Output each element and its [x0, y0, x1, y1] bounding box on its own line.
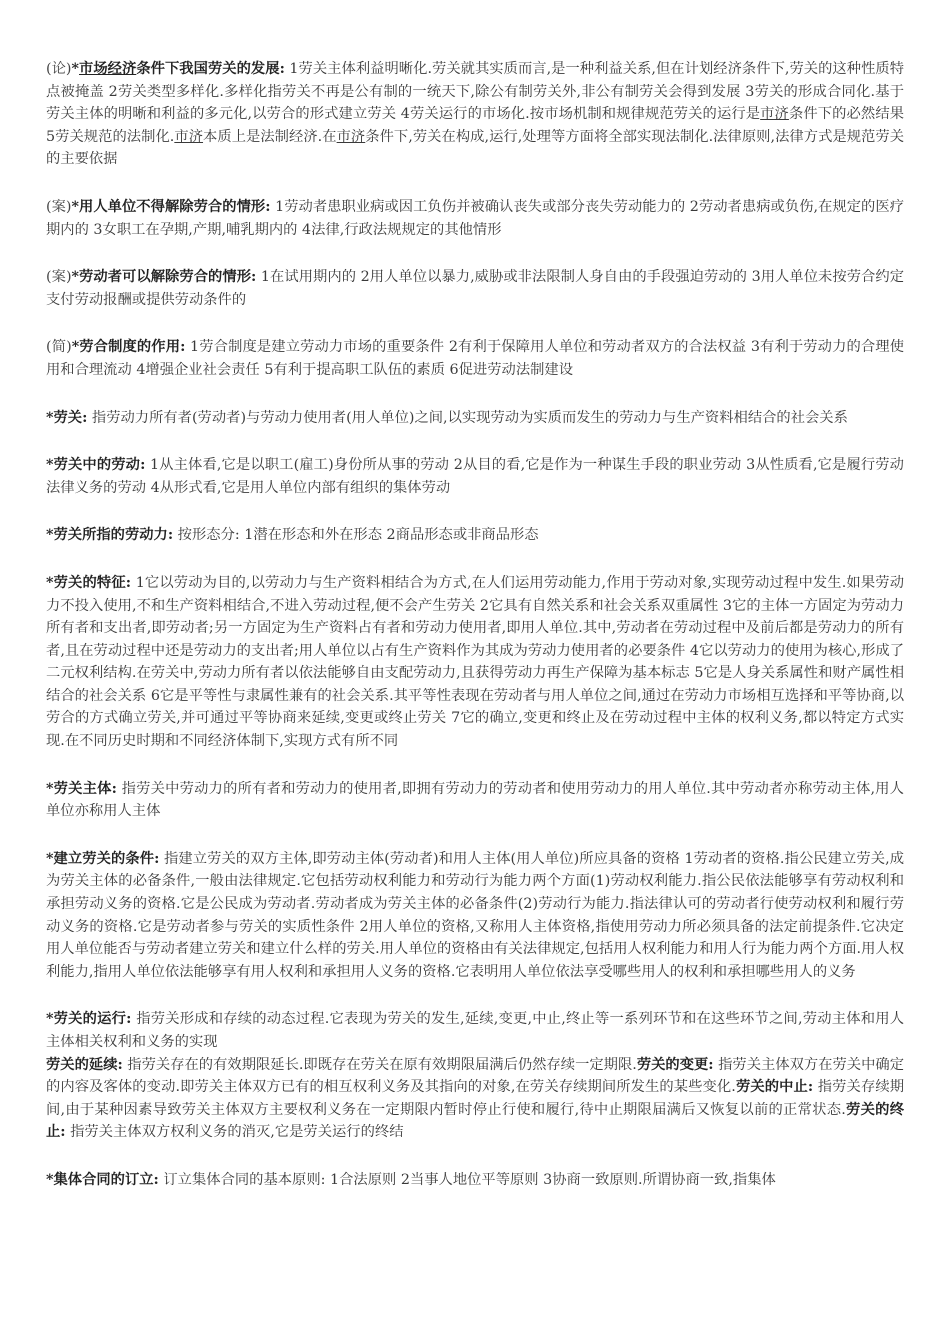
- paragraph-text: 1劳关主体利益明晰化.劳关就其实质而言,是一种利益关系,但在计划经济条件下,劳关的这种性质特点被掩盖 2劳关类型多样化.多样化指劳关不再是公有制的一统天下,除公有制劳关外,非公有制劳关会得到发展 3劳关的形成合同化.基于劳关主体的明晰和利益的多元化,以劳合的形式建立劳关 4劳关运行的市场化.按市场机制和规律规范劳关的运行是: [46, 61, 905, 123]
- paragraph-text: 本质上是法制经济.在: [203, 128, 337, 145]
- paragraph-text: 指建立劳关的双方主体,即劳动主体(劳动者)和用人主体(用人单位)所应具备的资格 1劳动者的资格.指公民建立劳关,成为劳关主体的必备条件,一般由法律规定.它包括劳动权利能力和劳动行为能力两个方面(1)劳动权利能力.指公民依法能够享有劳动权利和承担劳动义务的资格.它是公民成为劳动者.劳动者成为劳关主体的必备条件(2)劳动行为能力.指法律认可的劳动者行使劳动权利和履行劳动义务的资格.它是劳动者参与劳关的实质性条件 2用人单位的资格,又称用人主体资格,指使用劳动力所必须具备的法定前提条件.它决定用人单位能否与劳动者建立劳关和建立什么样的劳关.用人单位的资格由有关法律规定,包括用人权利能力和用人行为能力两个方面.用人权利能力,指用人单位依法能够享有用人权利和承担用人义务的资格.它表明用人单位依法享受哪些用人的权利和承担哪些用人的义务: [46, 850, 904, 980]
- question-type-tag: (简): [46, 339, 72, 356]
- paragraph-text: 1它以劳动为目的,以劳动力与生产资料相结合为方式,在人们运用劳动能力,作用于劳动对象,实现劳动过程中发生.如果劳动力不投入使用,不和生产资料相结合,不进入劳动过程,便不会产生劳关 2它具有自然关系和社会关系双重属性 3它的主体一方固定为劳动力所有者和支出者,即劳动者;另一方固定为生产资料占有者和劳动力使用者,即用人单位.其中,劳动者在劳动过程中及前后都是劳动力的所有者,且在劳动过程中还是劳动力的支出者;用人单位以占有生产资料作为其成为劳动力使用者的必要条件 4它以劳动力的使用为核心,形成了二元权利结构.在劳关中,劳动力所有者以依法能够自由支配劳动力,且获得劳动力再生产保障为基本标志 5它是人身关系属性和财产属性相结合的社会关系 6它是平等性与隶属性兼有的社会关系.其平等性表现在劳动者与用人单位之间,通过在劳动力市场相互选择和平等协商,以劳合的方式确立劳关,并可通过平等协商来延续,变更或终止劳关 7它的确立,变更和终止及在劳动过程中主体的权利义务,都以特定方式实现.在不同历史时期和不同经济体制下,实现方式有所不同: [46, 574, 904, 750]
- paragraph-text: 指劳关主体双方在劳关中确定的内容及客体的变动.即劳关主体双方已有的相互权利义务及其指向的对象,在劳关存续期间所发生的某些变化.: [46, 1056, 904, 1096]
- question-type-tag: (论): [46, 61, 72, 77]
- paragraph-text: 1劳合制度是建立劳动力市场的重要条件 2有利于保障用人单位和劳动者双方的合法权益 3有利于劳动力的合理使用和合理流动 4增强企业社会责任 5有利于提高职工队伍的素质 6促进劳动法制建设: [46, 339, 905, 378]
- term-heading: *劳关主体:: [46, 780, 117, 797]
- document-page: [46, 58, 904, 1217]
- paragraph-text: 1从主体看,它是以职工(雇工)身份所从事的劳动 2从目的看,它是作为一种谋生手段的职业劳动 3从性质看,它是履行劳动法律义务的劳动 4从形式看,它是用人单位内部有组织的集体劳动: [46, 457, 904, 496]
- paragraph-text: 订立集体合同的基本原则: 1合法原则 2当事人地位平等原则 3协商一致原则.所谓协商一致,指集体: [158, 1171, 776, 1188]
- paragraph-relations-operation: [46, 1008, 904, 1053]
- paragraph-text: 指劳动力所有者(劳动者)与劳动力使用者(用人单位)之间,以实现劳动为实质而发生的劳动力与生产资料相结合的社会关系: [87, 409, 848, 426]
- term-termination: 劳关的终止:: [46, 1101, 904, 1141]
- paragraph-text: 按形态分: 1潜在形态和外在形态 2商品形态或非商品形态: [173, 527, 539, 544]
- term-link-market-economy[interactable]: 市场经济: [79, 61, 137, 77]
- term-continuation: 劳关的延续:: [46, 1056, 123, 1073]
- paragraph-contract-system-role: [46, 336, 904, 381]
- term-colon: :: [279, 61, 285, 77]
- term-heading: 条件下我国劳关的发展: [136, 61, 280, 77]
- term-heading: *劳关:: [46, 409, 88, 426]
- paragraph-text: 指劳关主体双方权利义务的消灭,它是劳关运行的终结: [65, 1124, 404, 1141]
- paragraph-text: 指劳关形成和存续的动态过程.它表现为劳关的发生,延续,变更,中止,终止等一系列环节和在这些环节之间,劳动主体和用人主体相关权利和义务的实现: [46, 1011, 904, 1050]
- term-suspension: 劳关的中止:: [735, 1079, 814, 1096]
- paragraph-text: 条件下,劳关在构成,运行,处理等方面将全部实现法制化.法律原则,法律方式是规范劳关的主要依据: [46, 128, 905, 168]
- paragraph-labor-relations-development: [46, 58, 904, 171]
- paragraph-labor-relations-subject: [46, 778, 904, 823]
- term-change: 劳关的变更:: [636, 1056, 714, 1073]
- paragraph-text: 1劳动者患职业病或因工负伤并被确认丧失或部分丧失劳动能力的 2劳动者患病或负伤,在规定的医疗期内的 3女职工在孕期,产期,哺乳期内的 4法律,行政法规规定的其他情形: [46, 198, 904, 238]
- paragraph-text: 指劳关存在的有效期限延长.即既存在劳关在原有效期限届满后仍然存续一定期限.: [122, 1056, 637, 1073]
- question-type-tag: (案): [46, 269, 72, 286]
- term-heading: *劳合制度的作用:: [71, 339, 186, 356]
- paragraph-text: 指劳关存续期间,由于某种因素导致劳关主体双方主要权利义务在一定期限内暂时停止行使和履行,待中止期限届满后又恢复以前的正常状态.: [46, 1079, 905, 1118]
- paragraph-text: 指劳关中劳动力的所有者和劳动力的使用者,即拥有劳动力的劳动者和使用劳动力的用人单位.其中劳动者亦称劳动主体,用人单位亦称用人主体: [46, 780, 904, 820]
- paragraph-labor-in-relations: [46, 454, 904, 499]
- link-market-economy[interactable]: 市济: [336, 128, 366, 145]
- paragraph-labor-relations-definition: [46, 407, 904, 430]
- paragraph-collective-contract: [46, 1169, 904, 1192]
- term-heading: *劳关所指的劳动力:: [46, 527, 174, 544]
- term-heading: *劳关的特征:: [46, 574, 132, 591]
- link-market-economy[interactable]: 市济: [760, 106, 789, 123]
- paragraph-text: 条件下的必然结果 5劳关规范的法制化.: [46, 106, 905, 145]
- term-heading: *集体合同的订立:: [46, 1171, 159, 1188]
- term-heading: *建立劳关的条件:: [46, 850, 160, 867]
- term-heading: *劳动者可以解除劳合的情形:: [71, 269, 257, 286]
- term-heading: *劳关中的劳动:: [46, 457, 146, 474]
- paragraph-labor-force: [46, 524, 904, 547]
- term-star: *: [71, 61, 79, 77]
- paragraph-employer-cannot-terminate: [46, 196, 904, 241]
- term-heading: *劳关的运行:: [46, 1011, 132, 1028]
- paragraph-worker-can-terminate: [46, 266, 904, 311]
- paragraph-relations-stages: [46, 1054, 904, 1144]
- paragraph-text: 1在试用期内的 2用人单位以暴力,威胁或非法限制人身自由的手段强迫劳动的 3用人单位未按劳合约定支付劳动报酬或提供劳动条件的: [46, 269, 904, 308]
- question-type-tag: (案): [46, 198, 72, 215]
- paragraph-establishment-conditions: [46, 848, 904, 984]
- paragraph-labor-relations-features: [46, 572, 904, 753]
- term-heading: *用人单位不得解除劳合的情形:: [71, 198, 271, 215]
- link-market-economy[interactable]: 市济: [174, 128, 204, 145]
